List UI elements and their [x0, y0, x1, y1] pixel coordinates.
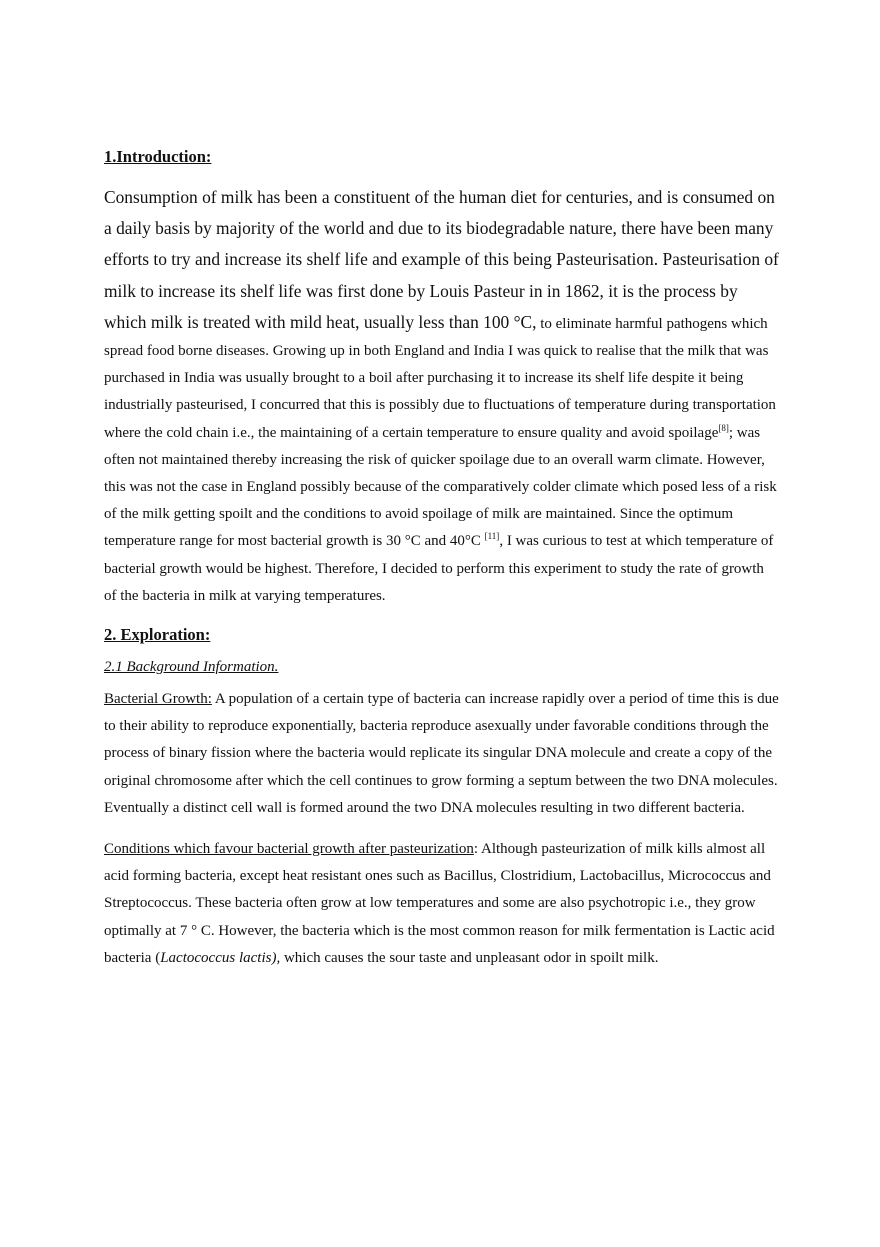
background-information-subheading: 2.1 Background Information. [104, 659, 279, 676]
bacterial-growth-label: Bacterial Growth: [104, 691, 212, 708]
introduction-paragraph [104, 182, 780, 610]
conditions-label: Conditions which favour bacterial growth after pasteurization [104, 841, 474, 858]
conditions-paragraph [104, 836, 780, 972]
bacterial-growth-paragraph [104, 686, 780, 822]
exploration-heading: 2. Exploration: [104, 625, 211, 645]
conditions-text-part-a: : Although pasteurization of milk kills almost all acid forming bacteria, except heat resistant ones such as Bacillus, Clostridium, Lactobacillus, Micrococcus and Streptococcus. These bacteria often grow at low temperatures and some are also psychotropic i.e., they grow optimally at 7 ° C. However, the bacteria which is the most common reason for milk fermentation is Lactic acid bacteria ( [104, 841, 775, 966]
introduction-heading: 1.Introduction: [104, 147, 212, 166]
introduction-text-part-b: ; was often not maintained thereby increasing the risk of quicker spoilage due to an overall warm climate. However, this was not the case in England possibly because of the comparatively colder climate which posed less of a risk of the milk getting spoilt and the conditions to avoid spoilage of milk are maintained. Since the optimum temperature range for most bacterial growth is 30 °C and 40°C [104, 424, 777, 550]
page-content [104, 140, 780, 986]
bacterial-growth-text: A population of a certain type of bacteria can increase rapidly over a period of time this is due to their ability to reproduce exponentially, bacteria reproduce asexually under favorable conditions through the process of binary fission where the bacteria would replicate its singular DNA molecule and create a copy of the original chromosome after which the cell continues to grow forming a septum between the two DNA molecules. Eventually a distinct cell wall is formed around the two DNA molecules resulting in two different bacteria. [104, 691, 779, 816]
citation-8: [8] [718, 422, 729, 433]
introduction-text-part-a: to eliminate harmful pathogens which spread food borne diseases. Growing up in both England and India I was quick to realise that the milk that was purchased in India was usually brought to a boil after purchasing it to increase its shelf life despite it being industrially pasteurised, I concurred that this is possibly due to fluctuations of temperature during transportation where the cold chain i.e., the maintaining of a certain temperature to ensure quality and avoid spoilage [104, 315, 776, 441]
introduction-lead-text: Consumption of milk has been a constituent of the human diet for centuries, and is consumed on a daily basis by majority of the world and due to its biodegradable nature, there have been many efforts to try and increase its shelf life and example of this being Pasteurisation. Pasteurisation of milk to increase its shelf life was first done by Louis Pasteur in in 1862, it is the process by which milk is treated with mild heat, usually less than 100 °C, [104, 187, 779, 332]
species-name: Lactococcus lactis), [160, 949, 281, 966]
conditions-text-part-b: which causes the sour taste and unpleasant odor in spoilt milk. [280, 949, 659, 966]
citation-11: [11] [484, 531, 500, 542]
introduction-text-part-c: , I was curious to test at which temperature of bacterial growth would be highest. Therefore, I decided to perform this experiment to study the rate of growth of the bacteria in milk at varying temperatures. [104, 533, 774, 604]
